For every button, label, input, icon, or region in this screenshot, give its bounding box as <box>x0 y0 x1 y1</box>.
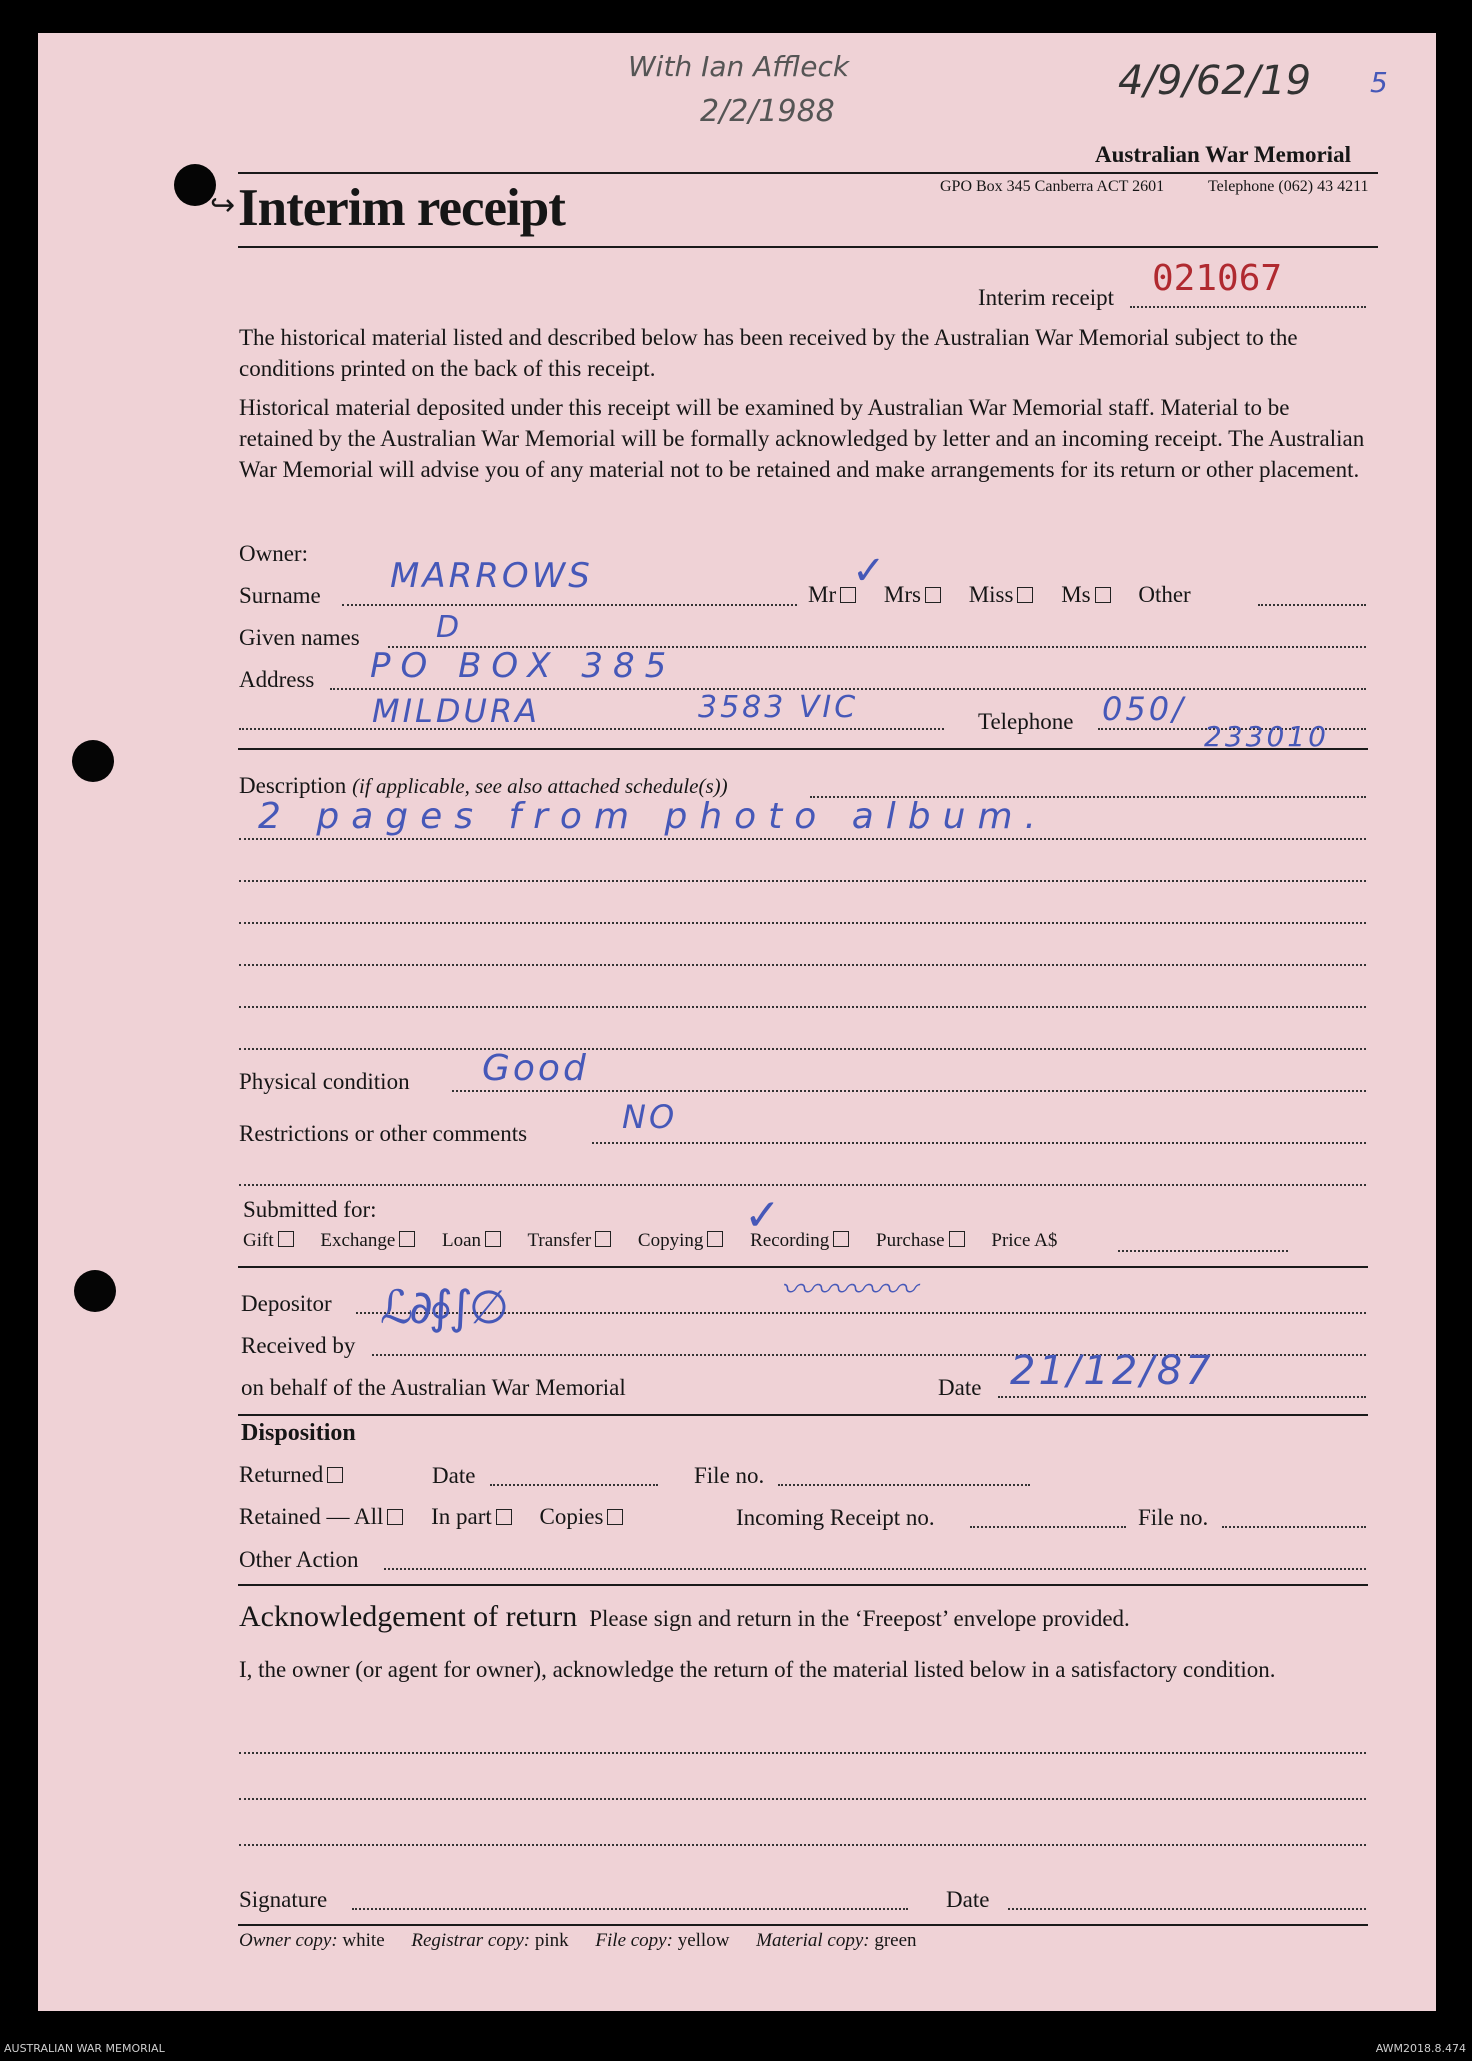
returned-label: Returned <box>239 1462 324 1487</box>
returned-file-label: File no. <box>694 1463 765 1488</box>
registrar-copy-label: Registrar copy: <box>411 1930 531 1951</box>
ms-checkbox[interactable] <box>1095 587 1111 603</box>
behalf-label: on behalf of the Australian War Memorial <box>241 1375 626 1400</box>
owner-copy-label: Owner copy: <box>239 1930 338 1951</box>
copies-checkbox[interactable] <box>607 1509 623 1525</box>
punch-hole-middle <box>72 740 114 782</box>
received-by-label: Received by <box>241 1333 356 1358</box>
restrictions-field-2[interactable] <box>239 1184 1366 1186</box>
address-line-2: MILDURA <box>372 692 541 730</box>
physical-condition-label: Physical condition <box>239 1069 410 1094</box>
incoming-receipt-field[interactable] <box>970 1526 1126 1528</box>
description-hint: (if applicable, see also attached schedule(s)) <box>352 774 728 798</box>
submitted-options <box>243 1230 1057 1252</box>
archive-credit: AUSTRALIAN WAR MEMORIAL <box>4 2042 165 2055</box>
retained-row <box>239 1504 623 1530</box>
surname-field[interactable] <box>342 604 797 606</box>
copying-checkbox[interactable] <box>707 1231 723 1247</box>
miss-checkbox[interactable] <box>1017 587 1033 603</box>
organisation-name: Australian War Memorial <box>1095 142 1351 167</box>
received-by-signature: ℒ∂∮∫∅ <box>380 1280 505 1334</box>
title-miss: Miss <box>969 582 1034 607</box>
recording-checkbox[interactable] <box>833 1231 849 1247</box>
retained-all: Retained — All <box>239 1504 403 1529</box>
restrictions-field[interactable] <box>592 1142 1366 1144</box>
telephone-value-2: 233010 <box>1204 720 1329 753</box>
restrictions-value: NO <box>622 1098 678 1136</box>
address-field-2[interactable] <box>239 728 944 730</box>
description-line-5[interactable] <box>239 964 1366 966</box>
option-transfer: Transfer <box>527 1230 611 1251</box>
price-field[interactable] <box>1118 1250 1288 1252</box>
title-mrs: Mrs <box>884 582 941 607</box>
telephone-label: Telephone <box>978 709 1074 734</box>
page-mark: 5 <box>1370 66 1391 99</box>
copy-distribution <box>239 1930 917 1952</box>
org-telephone: Telephone (062) 43 4211 <box>1208 178 1369 195</box>
address-label: Address <box>239 667 315 692</box>
acknowledgement-instruction: Please sign and return in the ‘Freepost’ envelope provided. <box>589 1606 1130 1631</box>
other-action-label: Other Action <box>239 1547 359 1572</box>
owner-copy-color: white <box>342 1930 385 1951</box>
restrictions-label: Restrictions or other comments <box>239 1121 528 1146</box>
disposition-heading: Disposition <box>241 1420 356 1446</box>
option-copying: Copying <box>638 1230 723 1251</box>
file-copy-label: File copy: <box>595 1930 673 1951</box>
acknowledgement-heading <box>239 1600 1130 1634</box>
registrar-copy-color: pink <box>534 1930 569 1951</box>
top-note-date: 2/2/1988 <box>700 94 835 129</box>
physical-condition-field[interactable] <box>452 1090 1366 1092</box>
received-by-field[interactable] <box>372 1354 1366 1356</box>
retained-copies: Copies <box>540 1504 624 1529</box>
org-address: GPO Box 345 Canberra ACT 2601 <box>940 178 1165 195</box>
retained-all-checkbox[interactable] <box>387 1509 403 1525</box>
copying-check-mark: ✓ <box>744 1190 784 1241</box>
acknowledgement-title: Acknowledgement of return <box>239 1600 578 1633</box>
intro-paragraph-2: Historical material deposited under this receipt will be examined by Australian War Memorial staff. Material to be retained by the Australian War Memorial will be formally acknowledged by letter and an incoming receipt. The Australian War Memorial will advise you of any material not to be retained and make arrangements for its return or other placement. <box>239 395 1365 482</box>
incoming-receipt-label: Incoming Receipt no. <box>736 1505 935 1530</box>
returned-date-label: Date <box>432 1463 476 1488</box>
physical-condition-value: Good <box>482 1048 589 1089</box>
loan-checkbox[interactable] <box>485 1231 501 1247</box>
arrow-icon: ↪ <box>210 189 236 222</box>
given-names-label: Given names <box>239 625 360 650</box>
address-line-1: PO BOX 385 <box>370 646 677 686</box>
description-line-3[interactable] <box>239 880 1366 882</box>
option-exchange: Exchange <box>320 1230 415 1251</box>
surname-value: MARROWS <box>390 556 593 596</box>
returned-date-field[interactable] <box>490 1484 658 1486</box>
header-rule-bottom <box>238 246 1378 248</box>
other-action-field[interactable] <box>384 1568 1366 1570</box>
title-ms: Ms <box>1061 582 1110 607</box>
archive-accession: AWM2018.8.474 <box>1375 2042 1466 2055</box>
purchase-checkbox[interactable] <box>949 1231 965 1247</box>
form-title: Interim receipt <box>238 179 565 237</box>
signature-label: Signature <box>239 1887 328 1912</box>
reference-number: 4/9/62/19 <box>1118 58 1312 104</box>
in-part-checkbox[interactable] <box>496 1509 512 1525</box>
receipt-number-label: Interim receipt <box>978 285 1115 310</box>
return-line-3[interactable] <box>239 1844 1366 1846</box>
telephone-value: 050/ <box>1102 690 1186 728</box>
gift-checkbox[interactable] <box>278 1231 294 1247</box>
given-names-value: D <box>436 610 463 645</box>
material-copy-color: green <box>874 1930 917 1951</box>
return-line-1[interactable] <box>239 1752 1366 1754</box>
depositor-date-label: Date <box>938 1375 982 1400</box>
option-loan: Loan <box>442 1230 501 1251</box>
price-label: Price A$ <box>991 1230 1058 1251</box>
disposition-section-rule <box>238 1584 1368 1586</box>
description-line-4[interactable] <box>239 922 1366 924</box>
description-label-text: Description <box>239 773 347 798</box>
description-line-7[interactable] <box>239 1048 1366 1050</box>
returned-checkbox[interactable] <box>327 1467 343 1483</box>
returned-file-field[interactable] <box>778 1484 1030 1486</box>
title-mr: Mr <box>808 582 856 607</box>
receipt-number-dots <box>1130 306 1366 308</box>
material-copy-label: Material copy: <box>756 1930 870 1951</box>
file-copy-color: yellow <box>677 1930 730 1951</box>
other-title-label: Other <box>1138 582 1191 607</box>
acknowledgement-statement: I, the owner (or agent for owner), acknowledge the return of the material listed below in a satisfactory condition. <box>239 1657 1276 1682</box>
receipt-number: 021067 <box>1152 258 1283 299</box>
acknowledgement-section-rule <box>238 1924 1368 1926</box>
mrs-checkbox[interactable] <box>925 587 941 603</box>
punch-hole-bottom <box>74 1270 116 1312</box>
mr-check-mark: ✓ <box>852 548 889 594</box>
depositor-field[interactable] <box>356 1312 1366 1314</box>
option-purchase: Purchase <box>876 1230 965 1251</box>
description-line-6[interactable] <box>239 1006 1366 1008</box>
acknowledgement-date-label: Date <box>946 1887 990 1912</box>
submitted-for-heading: Submitted for: <box>243 1197 377 1222</box>
depositor-date-field[interactable] <box>998 1396 1366 1398</box>
depositor-date-value: 21/12/87 <box>1010 1348 1214 1394</box>
depositor-signature: 〰〰〰〰 <box>780 1270 916 1310</box>
description-value: 2 pages from photo album. <box>258 796 1048 837</box>
retained-file-field[interactable] <box>1222 1526 1366 1528</box>
exchange-checkbox[interactable] <box>399 1231 415 1247</box>
description-line-2[interactable] <box>239 838 1366 840</box>
header-rule-top <box>238 172 1378 174</box>
acknowledgement-date-field[interactable] <box>1008 1908 1366 1910</box>
retained-file-label: File no. <box>1138 1505 1209 1530</box>
surname-label: Surname <box>239 583 321 608</box>
intro-paragraph-1: The historical material listed and described below has been received by the Australian War Memorial subject to the conditions printed on the back of this receipt. <box>239 325 1298 381</box>
depositor-section-rule <box>238 1414 1368 1416</box>
retained-in-part: In part <box>431 1504 512 1529</box>
other-title-field[interactable] <box>1258 604 1366 606</box>
returned-row <box>239 1462 343 1488</box>
transfer-checkbox[interactable] <box>595 1231 611 1247</box>
signature-field[interactable] <box>352 1908 908 1910</box>
return-line-2[interactable] <box>239 1798 1366 1800</box>
address-postcode: 3583 VIC <box>698 690 859 725</box>
depositor-label: Depositor <box>241 1291 332 1316</box>
archive-footer <box>0 2040 1472 2061</box>
option-gift: Gift <box>243 1230 294 1251</box>
option-recording: Recording <box>750 1230 849 1251</box>
top-note: With Ian Affleck <box>628 50 850 83</box>
owner-section-rule <box>238 748 1368 750</box>
owner-heading: Owner: <box>239 541 308 566</box>
